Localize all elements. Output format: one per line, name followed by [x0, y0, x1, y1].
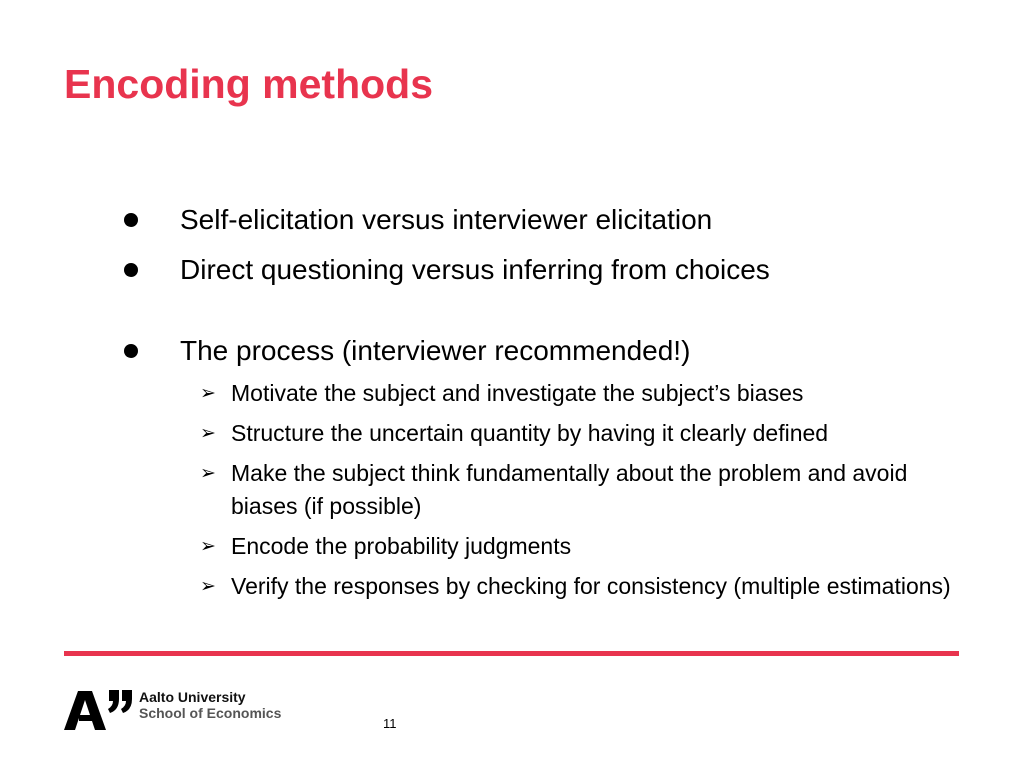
arrowhead-icon: ➢: [200, 383, 216, 404]
logo-university-name: Aalto University: [139, 689, 246, 705]
sub-bullet-text: Verify the responses by checking for consistency (multiple estimations): [231, 573, 951, 599]
sub-bullet-item: [200, 377, 980, 410]
sub-bullet-item: [200, 417, 980, 450]
sub-bullet-text: Structure the uncertain quantity by having it clearly defined: [231, 420, 829, 446]
footer-divider: [64, 651, 959, 656]
bullet-text: Direct questioning versus inferring from choices: [180, 254, 770, 285]
arrowhead-icon: ➢: [200, 463, 216, 484]
slide-title: Encoding methods: [64, 61, 433, 107]
sub-bullet-text: Make the subject think fundamentally about the problem and avoid biases (if possible): [231, 460, 908, 519]
sub-bullet-item: [200, 457, 980, 523]
bullet-dot-icon: [124, 263, 138, 277]
logo-school-name: School of Economics: [139, 705, 282, 721]
sub-bullet-text: Encode the probability judgments: [231, 533, 572, 559]
bullet-dot-icon: [124, 213, 138, 227]
bullet-text: The process (interviewer recommended!): [180, 335, 691, 366]
arrowhead-icon: ➢: [200, 576, 216, 597]
aalto-a-logo-icon: [64, 684, 136, 732]
arrowhead-icon: ➢: [200, 536, 216, 557]
page-number: 11: [383, 716, 397, 731]
aalto-logo: [64, 684, 304, 734]
sub-bullet-text: Motivate the subject and investigate the subject’s biases: [231, 380, 804, 406]
arrowhead-icon: ➢: [200, 423, 216, 444]
sub-bullet-item: [200, 530, 980, 563]
sub-bullet-item: [200, 570, 980, 603]
bullet-dot-icon: [124, 344, 138, 358]
bullet-text: Self-elicitation versus interviewer elicitation: [180, 204, 713, 235]
